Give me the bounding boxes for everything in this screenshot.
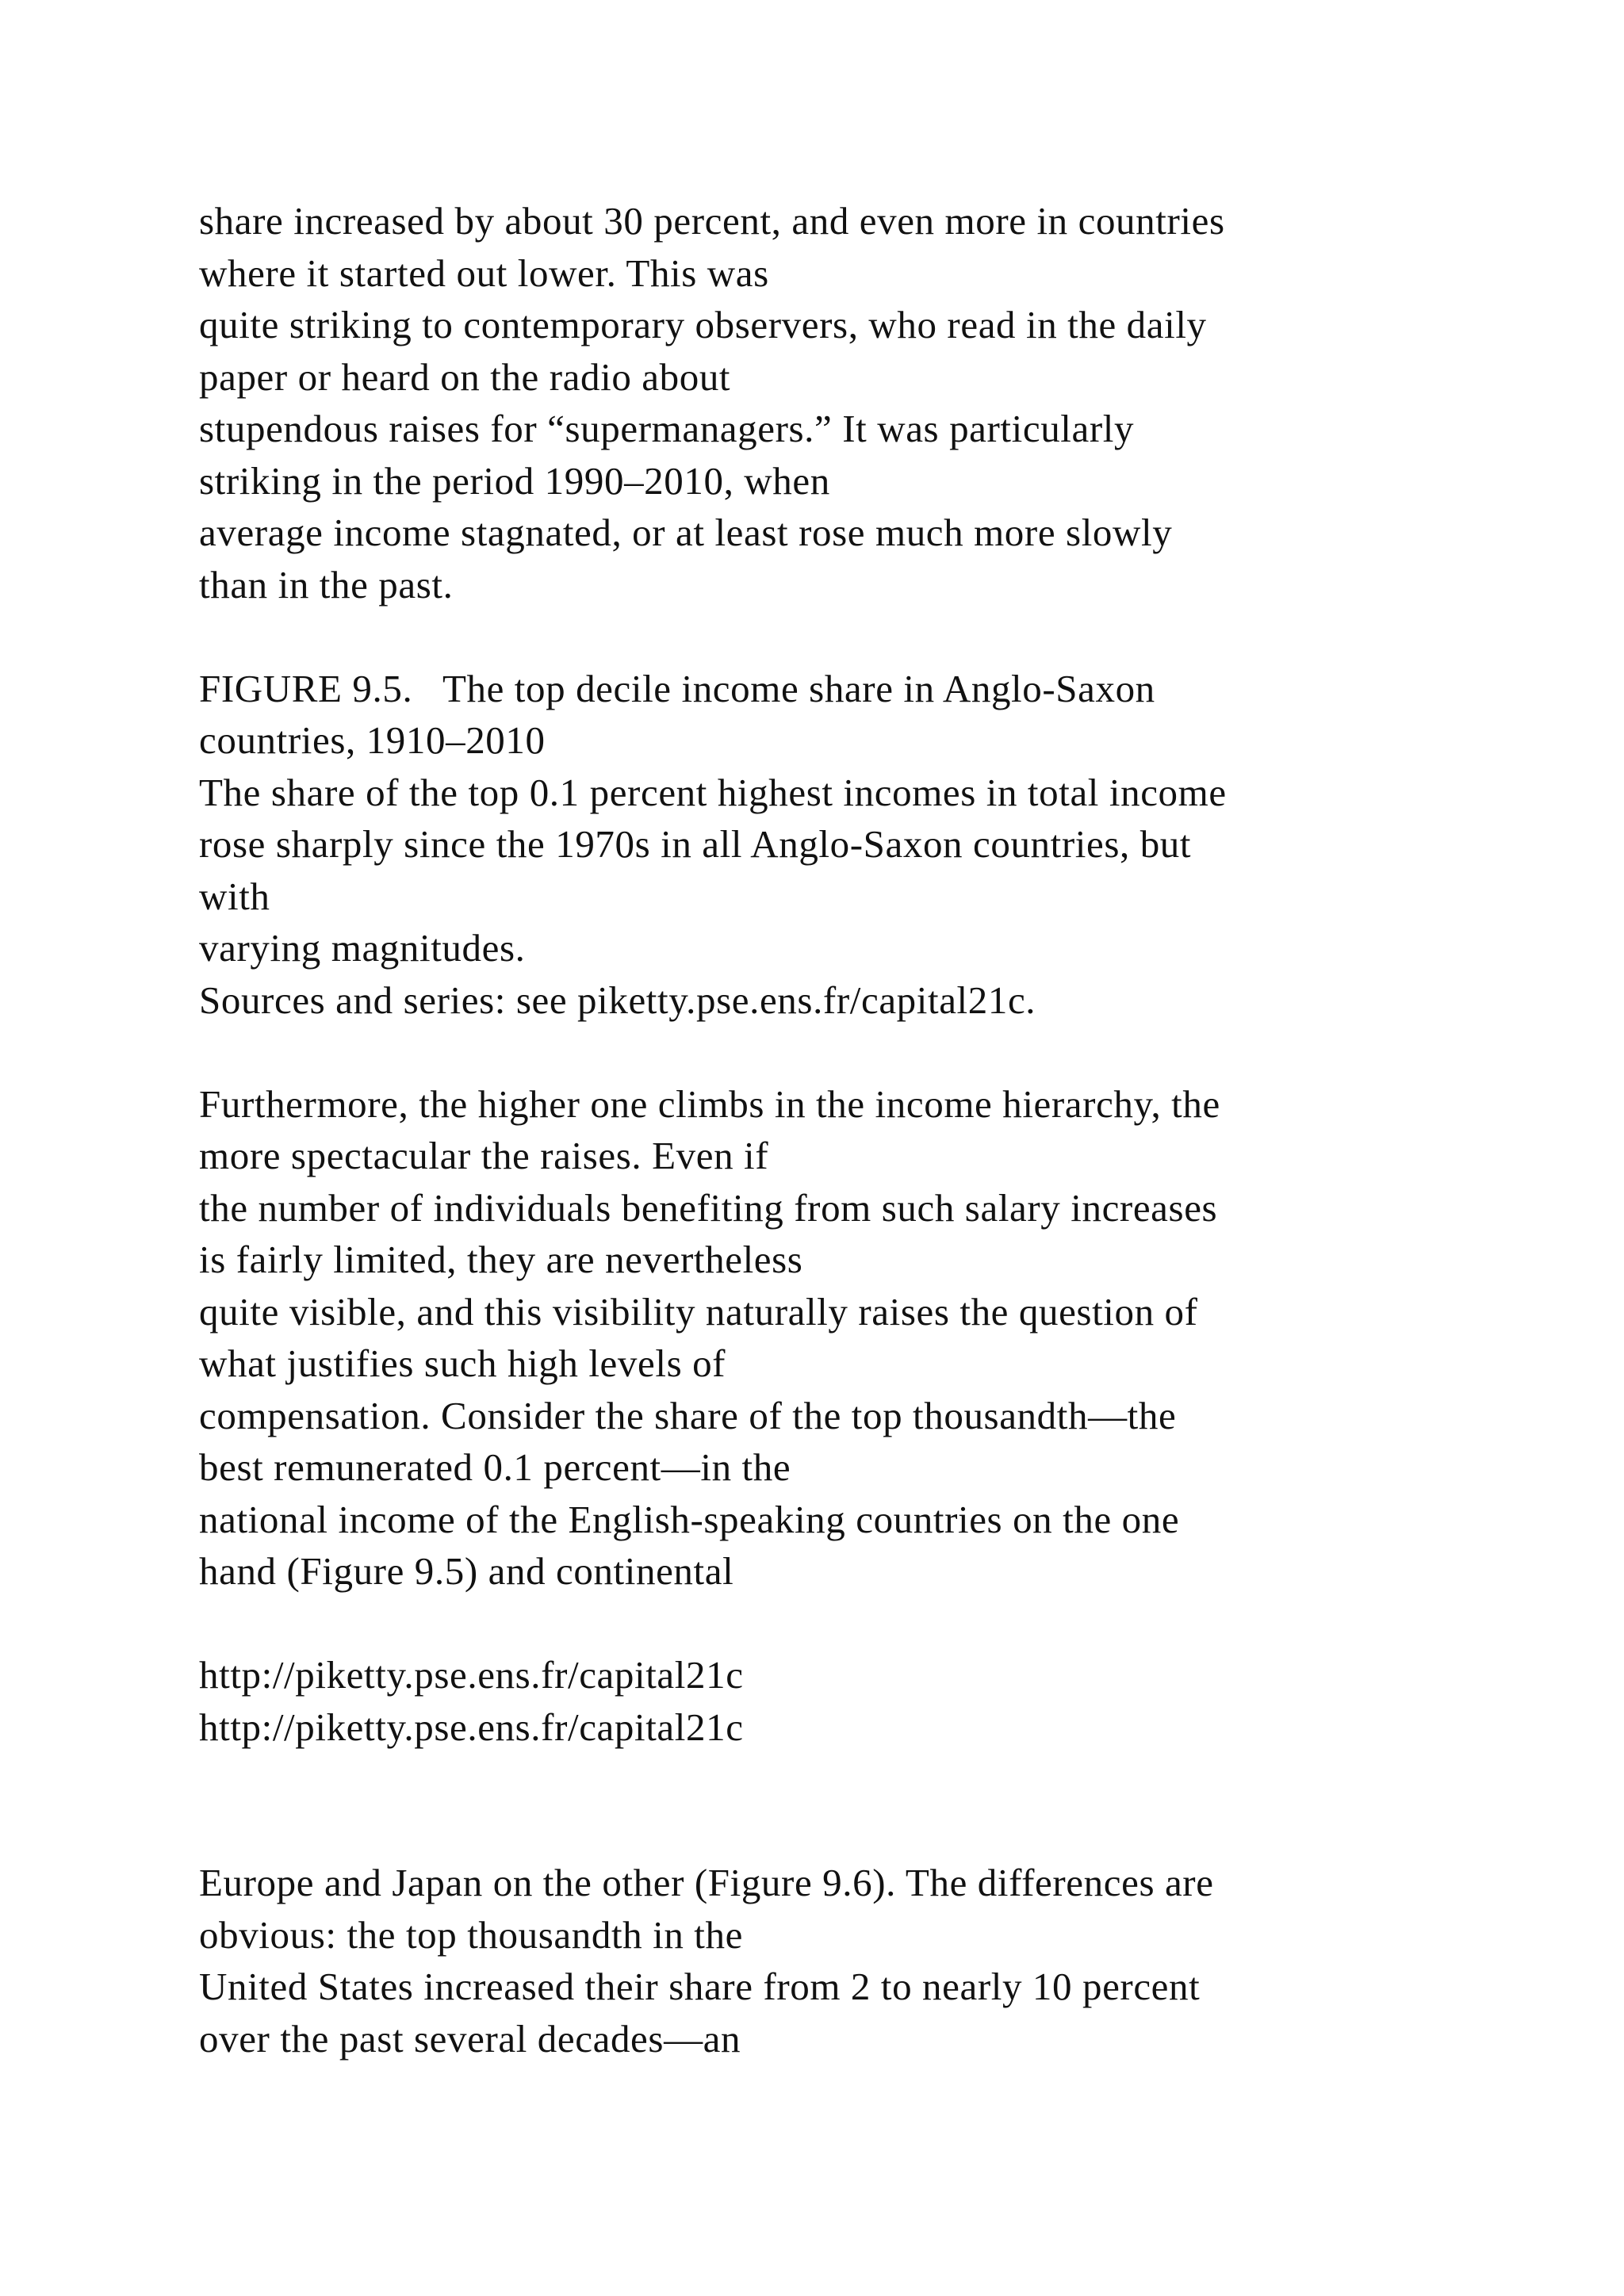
page-break-gap [199,1753,1500,1857]
paragraph-income-hierarchy [199,1078,1500,1598]
link-list [199,1649,1500,1753]
text-line: hand (Figure 9.5) and continental [199,1549,734,1593]
text-line: Europe and Japan on the other (Figure 9.6). The differences are [199,1861,1214,1904]
text-line: best remunerated 0.1 percent—in the [199,1445,791,1489]
text-line: over the past several decades—an [199,2016,741,2061]
text-line: paper or heard on the radio about [199,354,731,399]
figure-caption [199,663,1500,1027]
text-line: United States increased their share from 2 to nearly 10 percent [199,1965,1201,2008]
paragraph-supermanagers [199,195,1500,610]
text-line: stupendous raises for “supermanagers.” It was particularly [199,407,1135,450]
text-line: national income of the English-speaking countries on the one [199,1497,1180,1541]
text-line: share increased by about 30 percent, and even more in countries [199,199,1225,243]
figure-title-line: FIGURE 9.5. The top decile income share in Anglo-Saxon [199,666,1155,710]
text-line: quite striking to contemporary observers, who read in the daily [199,303,1207,346]
text-line: average income stagnated, or at least rose much more slowly [199,511,1173,554]
paragraph-europe-japan [199,1857,1500,2064]
text-line: more spectacular the raises. Even if [199,1134,769,1177]
text-line: striking in the period 1990–2010, when [199,458,830,503]
caption-line: rose sharply since the 1970s in all Anglo-Saxon countries, but [199,822,1192,866]
text-line: obvious: the top thousandth in the [199,1912,743,1957]
caption-line: The share of the top 0.1 percent highest incomes in total income [199,770,1227,814]
sources-line: Sources and series: see piketty.pse.ens.fr/capital21c. [199,978,1036,1022]
text-line: where it started out lower. This was [199,251,769,295]
text-line: what justifies such high levels of [199,1341,726,1385]
text-line: than in the past. [199,562,454,607]
document-page [199,195,1500,2064]
paragraph-gap [199,1598,1500,1650]
text-line: is fairly limited, they are nevertheless [199,1238,803,1281]
caption-line: with [199,874,270,918]
figure-title-line: countries, 1910–2010 [199,718,546,762]
text-line: quite visible, and this visibility naturally raises the question of [199,1289,1198,1334]
caption-line: varying magnitudes. [199,926,526,970]
source-link[interactable]: http://piketty.pse.ens.fr/capital21c [199,1705,744,1749]
text-line: compensation. Consider the share of the top thousandth—the [199,1393,1177,1437]
paragraph-gap [199,610,1500,663]
source-link[interactable]: http://piketty.pse.ens.fr/capital21c [199,1653,744,1697]
text-line: Furthermore, the higher one climbs in the income hierarchy, the [199,1081,1220,1126]
text-line: the number of individuals benefiting from such salary increases [199,1185,1218,1230]
paragraph-gap [199,1026,1500,1078]
